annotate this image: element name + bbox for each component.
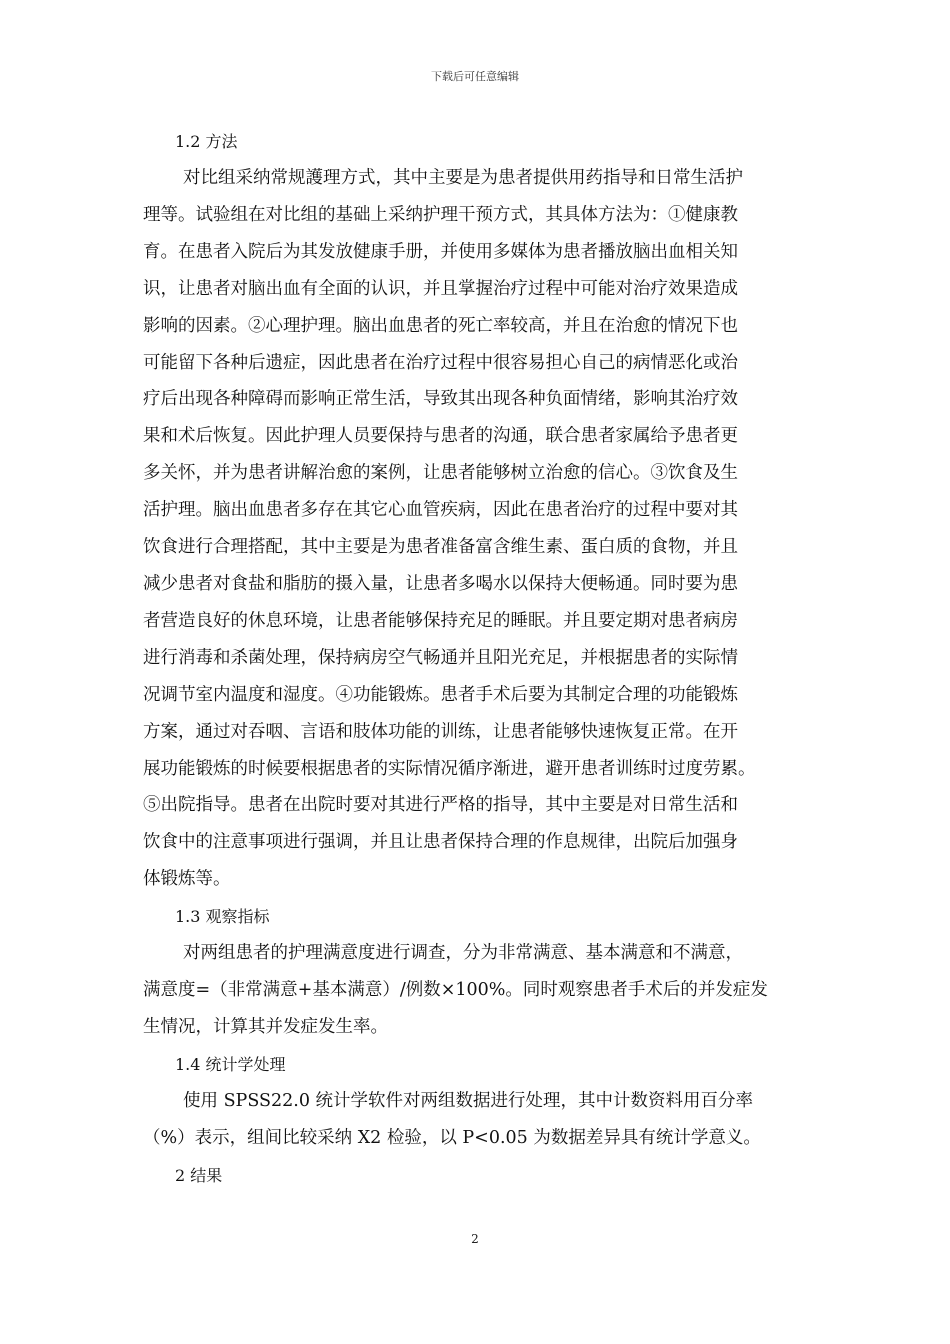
text-line: 展功能锻炼的时候要根据患者的实际情况循序渐进，避开患者训练时过度劳累。 <box>143 758 756 779</box>
text-line: 活护理。脑出血患者多存在其它心血管疾病，因此在患者治疗的过程中要对其 <box>143 500 738 521</box>
text-line: 对比组采纳常规護理方式，其中主要是为患者提供用药指导和日常生活护 <box>183 168 743 188</box>
text-line: 减少患者对食盐和脂肪的摄入量，让患者多喝水以保持大便畅通。同时要为患 <box>143 573 738 594</box>
text-line: 体锻炼等。 <box>143 869 231 890</box>
method-paragraph <box>143 160 815 898</box>
text-line: 使用 SPSS22.0 统计学软件对两组数据进行处理，其中计数资料用百分率 <box>183 1090 754 1111</box>
section-heading-results: 2 结果 <box>175 1165 223 1185</box>
text-line: 可能留下各种后遗症，因此患者在治疗过程中很容易担心自己的病情恶化或治 <box>143 352 738 373</box>
page-number: 2 <box>471 1232 479 1246</box>
text-line: 果和术后恢复。因此护理人员要保持与患者的沟通，联合患者家属给予患者更 <box>143 426 738 447</box>
text-line: 者营造良好的休息环境，让患者能够保持充足的睡眠。并且要定期对患者病房 <box>143 610 738 631</box>
text-line: 况调节室内温度和湿度。④功能锻炼。患者手术后要为其制定合理的功能锻炼 <box>143 684 738 705</box>
text-line: 满意度=（非常满意+基本满意）/例数×100%。同时观察患者手术后的并发症发 <box>143 980 768 1001</box>
text-line: 进行消毒和杀菌处理，保持病房空气畅通并且阳光充足，并根据患者的实际情 <box>143 647 738 668</box>
text-line: 理等。试验组在对比组的基础上采纳护理干预方式，其具体方法为：①健康教 <box>143 204 738 225</box>
text-line: 育。在患者入院后为其发放健康手册，并使用多媒体为患者播放脑出血相关知 <box>143 241 738 262</box>
page-header: 下载后可任意编辑 <box>431 70 519 83</box>
text-line: 影响的因素。②心理护理。脑出血患者的死亡率较高，并且在治愈的情况下也 <box>143 315 738 336</box>
text-line: 多关怀，并为患者讲解治愈的案例，让患者能够树立治愈的信心。③饮食及生 <box>143 463 738 484</box>
text-line: （%）表示，组间比较采纳 X2 检验，以 P<0.05 为数据差异具有统计学意义。 <box>143 1127 761 1148</box>
statistics-paragraph <box>143 1083 815 1157</box>
text-line: 识，让患者对脑出血有全面的认识，并且掌握治疗过程中可能对治疗效果造成 <box>143 278 738 299</box>
section-heading-observation: 1.3 观察指标 <box>175 907 270 927</box>
observation-paragraph <box>143 935 815 1046</box>
text-line: 饮食中的注意事项进行强调，并且让患者保持合理的作息规律，出院后加强身 <box>143 832 738 853</box>
text-line: 饮食进行合理搭配，其中主要是为患者准备富含维生素、蛋白质的食物，并且 <box>143 537 738 558</box>
text-line: 对两组患者的护理满意度进行调查，分为非常满意、基本满意和不满意， <box>183 943 743 964</box>
text-line: 疗后出现各种障碍而影响正常生活，导致其出现各种负面情绪，影响其治疗效 <box>143 389 738 410</box>
text-line: 生情况，计算其并发症发生率。 <box>143 1016 388 1037</box>
section-heading-statistics: 1.4 统计学处理 <box>175 1054 286 1074</box>
section-heading-method: 1.2 方法 <box>175 132 238 151</box>
text-line: 方案，通过对吞咽、言语和肢体功能的训练，让患者能够快速恢复正常。在开 <box>143 721 738 742</box>
text-line: ⑤出院指导。患者在出院时要对其进行严格的指导，其中主要是对日常生活和 <box>143 795 738 816</box>
document-body <box>143 123 815 1194</box>
